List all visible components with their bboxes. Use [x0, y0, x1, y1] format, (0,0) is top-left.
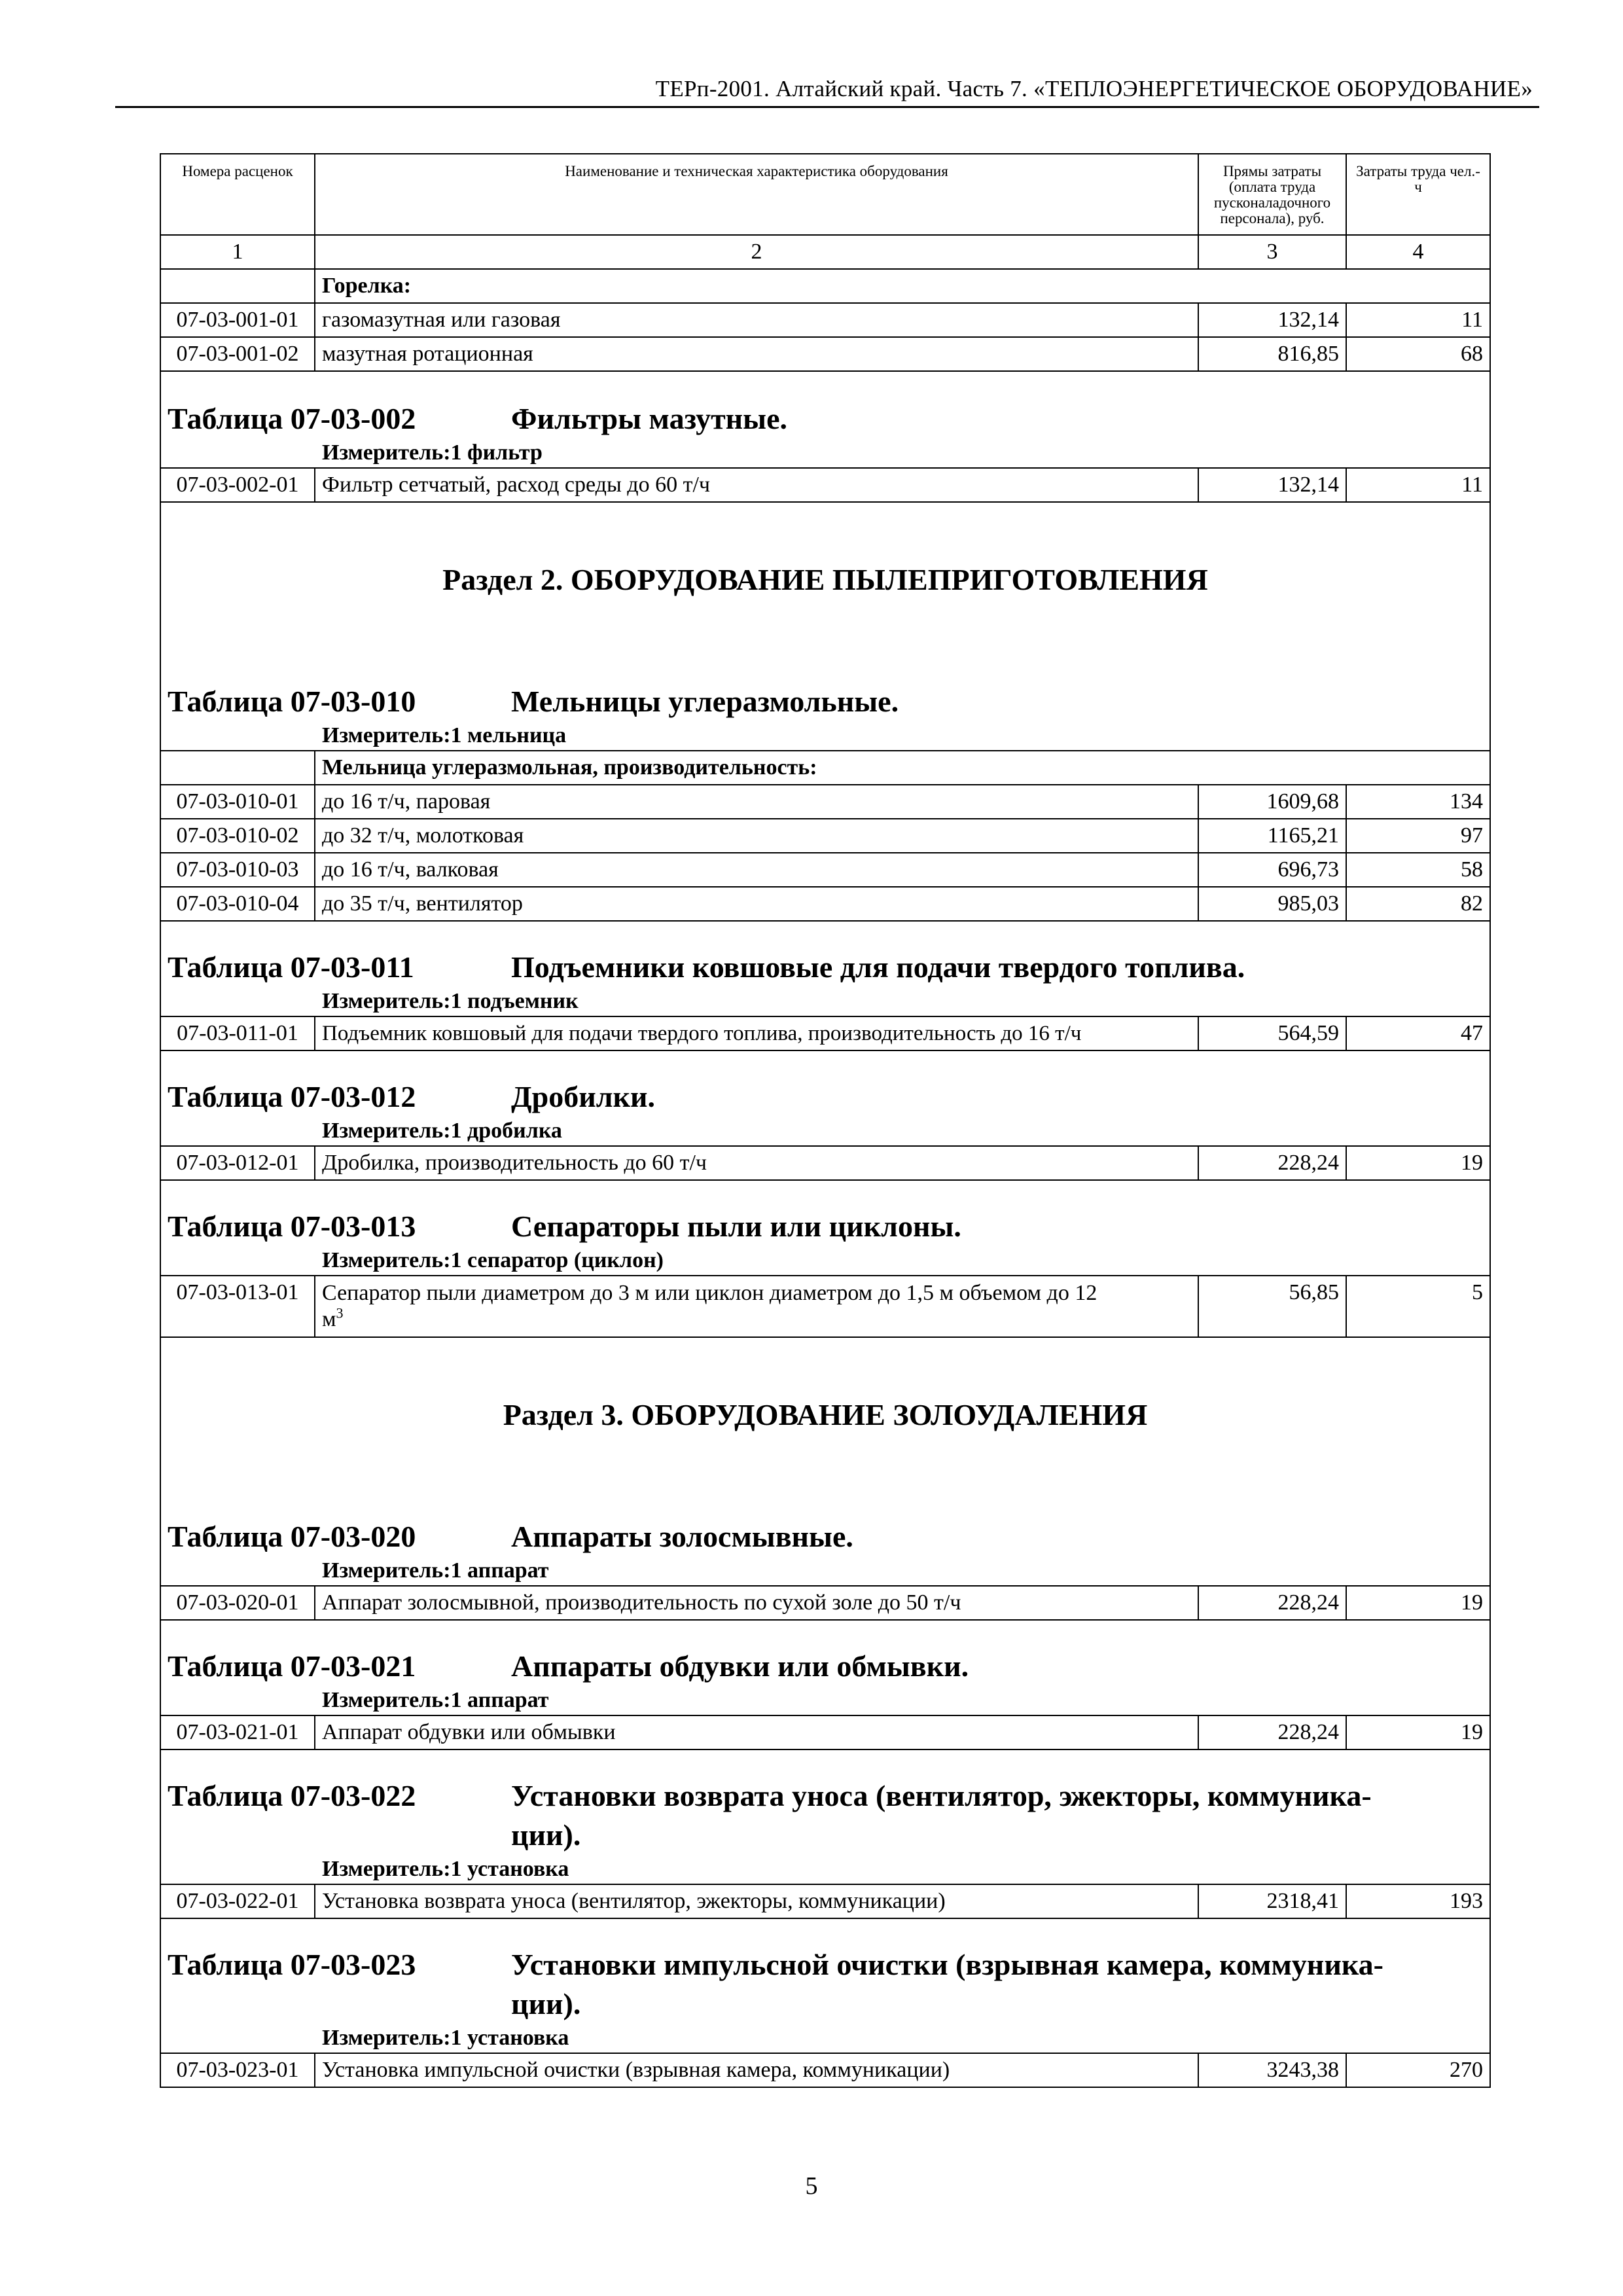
column-number-row [160, 235, 1490, 269]
measure-unit: Измеритель:1 сепаратор (циклон) [160, 1246, 1490, 1276]
table-row [160, 2053, 1490, 2087]
table-row [160, 1715, 1490, 1749]
rate-code: 07-03-010-04 [160, 887, 315, 921]
rate-labor: 11 [1346, 468, 1490, 502]
rate-price: 696,73 [1198, 853, 1346, 887]
group-title-row [160, 751, 1490, 785]
rate-code: 07-03-011-01 [160, 1016, 315, 1050]
measure-unit: Измеритель:1 дробилка [160, 1117, 1490, 1146]
table-row [160, 819, 1490, 853]
rate-labor: 19 [1346, 1715, 1490, 1749]
measure-unit: Измеритель:1 мельница [160, 721, 1490, 751]
table-name-cont: ции). [511, 1987, 581, 2020]
measure-row [160, 1855, 1490, 1884]
table-number: Таблица 07-03-011 [168, 950, 414, 984]
rate-name-unit-exp: 3 [336, 1304, 344, 1321]
rate-name: Подъемник ковшовый для подачи твердого топлива, производительность до 16 т/ч [315, 1016, 1198, 1050]
rate-price: 816,85 [1198, 337, 1346, 371]
rate-name: Дробилка, производительность до 60 т/ч [315, 1146, 1198, 1180]
table-row [160, 337, 1490, 371]
table-row [160, 1276, 1490, 1337]
table-row [160, 1146, 1490, 1180]
rate-labor: 47 [1346, 1016, 1490, 1050]
rate-name-unit: м [322, 1307, 336, 1331]
rate-price: 3243,38 [1198, 2053, 1346, 2087]
col-header-direct-costs: Прямы затраты (оплата труда пусконаладочного персонала), руб. [1198, 154, 1346, 235]
header-text: ТЕРп-2001. Алтайский край. Часть 7. «ТЕПЛОЭНЕРГЕТИЧЕСКОЕ ОБОРУДОВАНИЕ» [655, 76, 1533, 101]
table-number: Таблица 07-03-023 [168, 1948, 416, 1981]
table-row [160, 853, 1490, 887]
rate-labor: 193 [1346, 1884, 1490, 1918]
rate-labor: 82 [1346, 887, 1490, 921]
measure-row [160, 2024, 1490, 2053]
measure-row [160, 1686, 1490, 1715]
table-name: Установки импульсной очистки (взрывная камера, коммуника- [511, 1948, 1383, 1981]
rate-price: 228,24 [1198, 1586, 1346, 1620]
rate-name: до 32 т/ч, молотковая [315, 819, 1198, 853]
rate-code: 07-03-010-02 [160, 819, 315, 853]
measure-unit: Измеритель:1 подъемник [160, 987, 1490, 1016]
rate-name: Установка импульсной очистки (взрывная камера, коммуникации) [315, 2053, 1198, 2087]
measure-row [160, 439, 1490, 468]
rate-code: 07-03-012-01 [160, 1146, 315, 1180]
table-title-row [160, 371, 1490, 439]
table-row [160, 1586, 1490, 1620]
table-number: Таблица 07-03-022 [168, 1779, 416, 1812]
rate-price: 56,85 [1198, 1276, 1346, 1337]
table-title-row [160, 1918, 1490, 2024]
page-number: 5 [805, 2172, 818, 2200]
rate-price: 1609,68 [1198, 785, 1346, 819]
table-number: Таблица 07-03-013 [168, 1210, 416, 1243]
section-title: Раздел 2. ОБОРУДОВАНИЕ ПЫЛЕПРИГОТОВЛЕНИЯ [160, 502, 1490, 657]
rate-price: 2318,41 [1198, 1884, 1346, 1918]
table-name: Аппараты золосмывные. [511, 1520, 853, 1553]
rate-name: Аппарат золосмывной, производительность по сухой золе до 50 т/ч [315, 1586, 1198, 1620]
measure-unit: Измеритель:1 аппарат [160, 1686, 1490, 1715]
rate-name: Установка возврата уноса (вентилятор, эжекторы, коммуникации) [315, 1884, 1198, 1918]
table-name: Дробилки. [511, 1080, 656, 1113]
measure-row [160, 1246, 1490, 1276]
rate-price: 985,03 [1198, 887, 1346, 921]
measure-unit: Измеритель:1 фильтр [160, 439, 1490, 468]
table-number: Таблица 07-03-002 [168, 402, 416, 435]
rate-price: 132,14 [1198, 303, 1346, 337]
rate-name: до 35 т/ч, вентилятор [315, 887, 1198, 921]
rate-code: 07-03-020-01 [160, 1586, 315, 1620]
table-name: Мельницы углеразмольные. [511, 685, 899, 718]
table-name: Установки возврата уноса (вентилятор, эжекторы, коммуника- [511, 1779, 1372, 1812]
table-name-block [511, 1945, 1383, 2024]
rate-name: до 16 т/ч, паровая [315, 785, 1198, 819]
table-name: Подъемники ковшовые для подачи твердого топлива. [511, 950, 1245, 984]
table-number: Таблица 07-03-012 [168, 1080, 416, 1113]
table-row [160, 785, 1490, 819]
table-number: Таблица 07-03-021 [168, 1649, 416, 1683]
table-name: Сепараторы пыли или циклоны. [511, 1210, 961, 1243]
rate-labor: 19 [1346, 1146, 1490, 1180]
rate-name: Сепаратор пыли диаметром до 3 м или циклон диаметром до 1,5 м объемом до 12 [322, 1281, 1097, 1305]
col-number: 3 [1198, 235, 1346, 269]
rate-labor: 58 [1346, 853, 1490, 887]
measure-row [160, 987, 1490, 1016]
rate-labor: 68 [1346, 337, 1490, 371]
table-row [160, 887, 1490, 921]
table-title-row [160, 1492, 1490, 1556]
column-header-row [160, 154, 1490, 235]
rate-code: 07-03-002-01 [160, 468, 315, 502]
rate-code: 07-03-010-01 [160, 785, 315, 819]
table-name-cont: ции). [511, 1818, 581, 1852]
rate-code: 07-03-001-02 [160, 337, 315, 371]
rate-name: мазутная ротационная [315, 337, 1198, 371]
rate-labor: 5 [1346, 1276, 1490, 1337]
rate-name: до 16 т/ч, валковая [315, 853, 1198, 887]
running-header [115, 72, 1539, 108]
rate-code: 07-03-001-01 [160, 303, 315, 337]
group-title: Горелка: [315, 269, 1490, 303]
measure-unit: Измеритель:1 установка [160, 1855, 1490, 1884]
rate-name: Фильтр сетчатый, расход среды до 60 т/ч [315, 468, 1198, 502]
rate-code: 07-03-010-03 [160, 853, 315, 887]
rate-labor: 11 [1346, 303, 1490, 337]
rate-labor: 134 [1346, 785, 1490, 819]
col-header-codes: Номера расценок [160, 154, 315, 235]
rate-code: 07-03-013-01 [160, 1276, 315, 1337]
rate-labor: 19 [1346, 1586, 1490, 1620]
rate-price: 132,14 [1198, 468, 1346, 502]
rate-price: 564,59 [1198, 1016, 1346, 1050]
table-title-row [160, 657, 1490, 721]
col-number: 2 [315, 235, 1198, 269]
section-title-row [160, 502, 1490, 657]
table-title-row [160, 1180, 1490, 1246]
measure-row [160, 1556, 1490, 1586]
table-row [160, 1016, 1490, 1050]
rate-name: газомазутная или газовая [315, 303, 1198, 337]
table-row [160, 1884, 1490, 1918]
table-name: Аппараты обдувки или обмывки. [511, 1649, 969, 1683]
table-number: Таблица 07-03-010 [168, 685, 416, 718]
section-title-row [160, 1337, 1490, 1492]
table-title-row [160, 1050, 1490, 1117]
col-header-labor: Затраты труда чел.-ч [1346, 154, 1490, 235]
rate-name-cell [315, 1276, 1198, 1337]
table-title-row [160, 1620, 1490, 1686]
rate-labor: 270 [1346, 2053, 1490, 2087]
table-number: Таблица 07-03-020 [168, 1520, 416, 1553]
rate-price: 228,24 [1198, 1715, 1346, 1749]
table-title-row [160, 1749, 1490, 1855]
table-row [160, 303, 1490, 337]
table-name-block [511, 1776, 1372, 1855]
rate-code: 07-03-023-01 [160, 2053, 315, 2087]
table-title-row [160, 921, 1490, 987]
group-title: Мельница углеразмольная, производительность: [315, 751, 1490, 785]
measure-unit: Измеритель:1 аппарат [160, 1556, 1490, 1586]
section-title: Раздел 3. ОБОРУДОВАНИЕ ЗОЛОУДАЛЕНИЯ [160, 1337, 1490, 1492]
col-number: 4 [1346, 235, 1490, 269]
measure-row [160, 1117, 1490, 1146]
rate-price: 228,24 [1198, 1146, 1346, 1180]
group-title-row [160, 269, 1490, 303]
rate-price: 1165,21 [1198, 819, 1346, 853]
price-table [160, 153, 1491, 2088]
col-header-name: Наименование и техническая характеристика оборудования [315, 154, 1198, 235]
rate-code: 07-03-022-01 [160, 1884, 315, 1918]
rate-code: 07-03-021-01 [160, 1715, 315, 1749]
measure-row [160, 721, 1490, 751]
col-number: 1 [160, 235, 315, 269]
rate-labor: 97 [1346, 819, 1490, 853]
table-row [160, 468, 1490, 502]
rate-name: Аппарат обдувки или обмывки [315, 1715, 1198, 1749]
table-name: Фильтры мазутные. [511, 402, 788, 435]
measure-unit: Измеритель:1 установка [160, 2024, 1490, 2053]
